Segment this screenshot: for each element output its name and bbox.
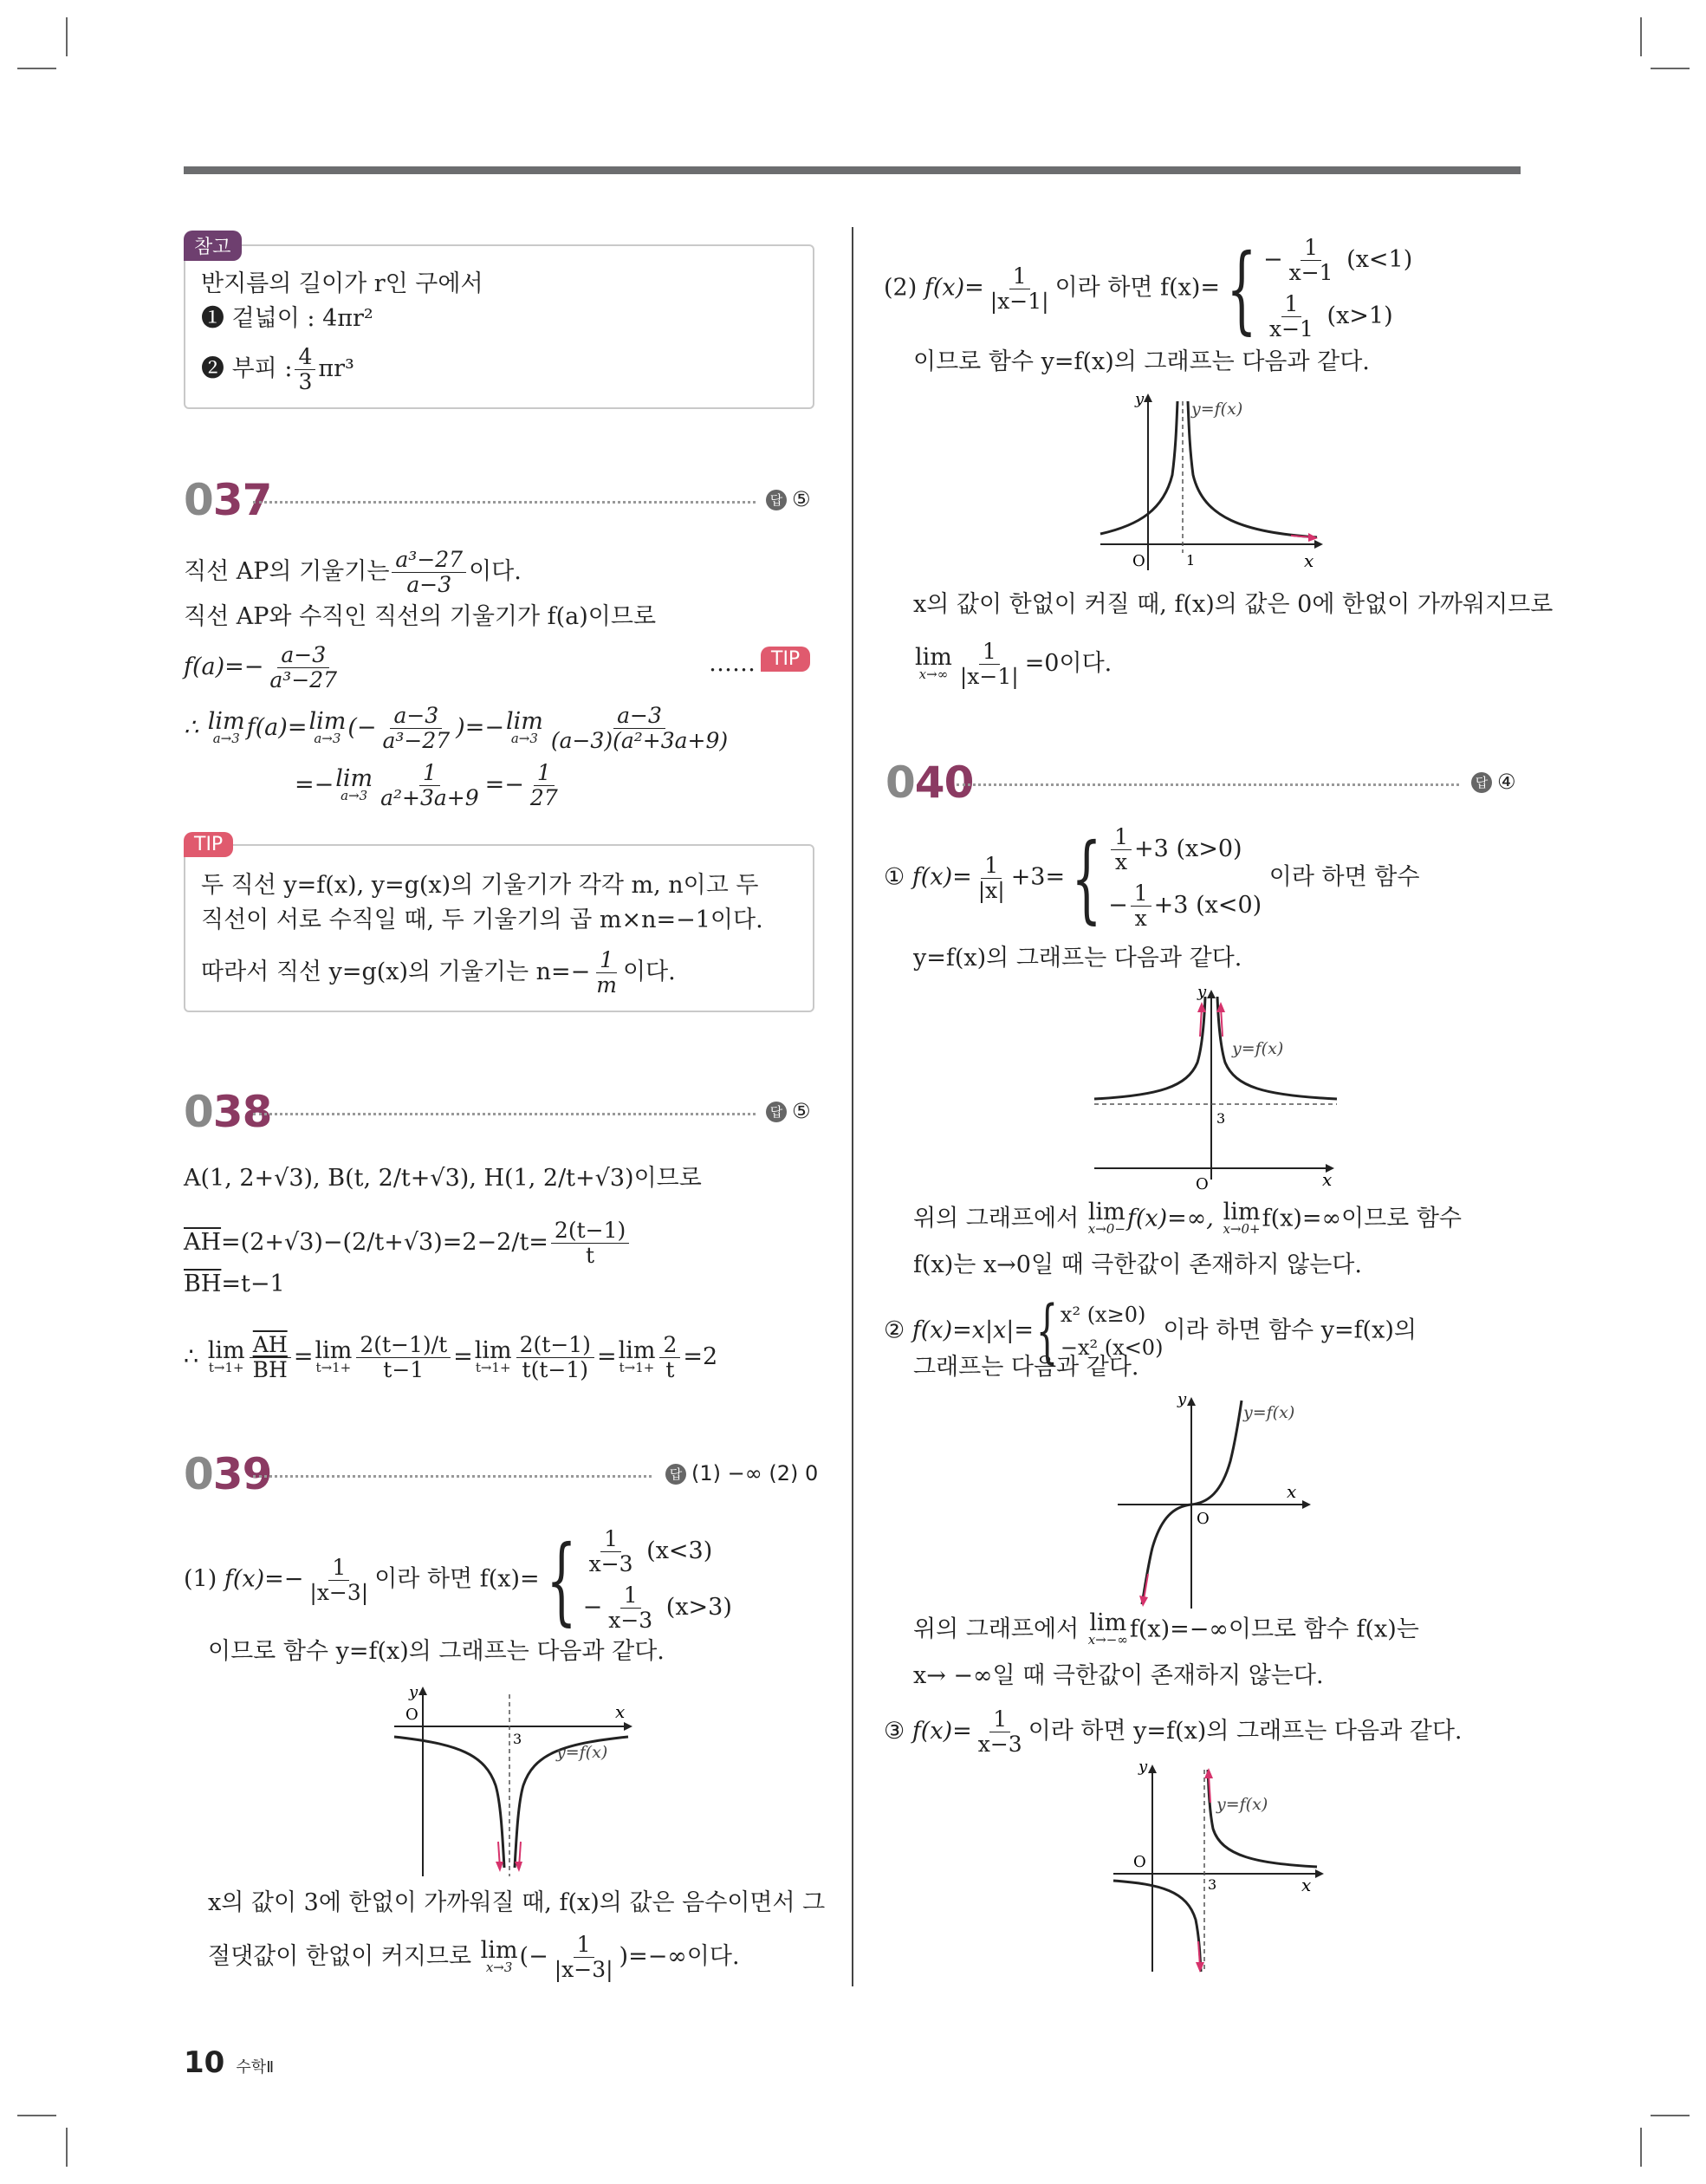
origin-label: O [405,1706,418,1724]
answer-badge: 답 ⑤ [766,1099,811,1123]
x-label: x [1322,1169,1333,1190]
equation-line: ∴ lim a→3 f(a)= lim a→3 (− $\frac{a-3}{\text{a³−27}}$ )=− lim a→3 $\frac{a-3}{\text{(a−3)(a²+3a+9)}}$ [184,703,729,753]
graph-1-over-abs-x-plus-3 [1090,985,1350,1193]
y-axis-arrow [1207,990,1216,998]
crop-mark [17,68,56,69]
crop-mark [66,2128,68,2167]
arrow-down-head [1196,1962,1204,1973]
equation-line: (2) f(x)= $\frac{1}{|x-1|}$ 이라 하면 f(x)={ − $\frac{1}{x-1}$ (x<1) $\frac{1}{x-1}$ (x>1) [884,233,1413,344]
answer-badge: 답 ④ [1471,770,1516,794]
text-line: …… [709,650,756,677]
y-label: y [409,1683,418,1701]
problem-number: 037 [184,475,272,525]
text-line: x→ −∞일 때 극한값이 존재하지 않는다. [913,1662,1324,1689]
origin-label: O [1133,1853,1146,1871]
y-label: y [1135,390,1145,408]
x-axis-arrow [1315,1869,1324,1878]
equation-line: (1) f(x)=− $\frac{1}{|x-3|}$ 이라 하면 f(x)={ $\frac{1}{x-3}$ (x<3) − $\frac{1}{x-3}$ (x>3) [184,1524,732,1635]
equation-line: 위의 그래프에서 lim x→0− f(x)=∞, lim x→0+ f(x)=∞이므로 함수 [913,1199,1463,1237]
x-axis-arrow [1302,1500,1311,1509]
equation-line: $\overline{BH}=t-1$ [184,1271,285,1297]
curve-label: y=f(x) [1216,1795,1268,1814]
leader-dots [957,783,1459,786]
graph-1-over-abs-x-minus-3 [390,1681,650,1881]
column-divider [852,227,853,1986]
curve-right [1208,1770,1317,1867]
tip-line: 따라서 직선 y=g(x)의 기울기는 n=− $\frac{1}{m}$ 이다. [201,947,676,998]
page-footer [184,2045,274,2080]
note-tag: 참고 [184,231,242,261]
equation-line: A(1, 2+√3), B(t, 2/t+√3), H(1, 2/t+√3)이므로 [184,1165,702,1192]
page-number: 10 [184,2045,225,2080]
x-label: x [1304,550,1314,571]
y-label: y [1197,985,1207,1001]
problem-number: 040 [885,757,974,808]
crop-mark [1651,68,1690,69]
text-line: f(x)는 x→0일 때 극한값이 존재하지 않는다. [913,1251,1362,1278]
crop-mark [1640,2128,1642,2167]
graph-1-over-abs-x-minus-1 [1096,388,1339,579]
crop-mark [66,17,68,56]
note-line: 반지름의 길이가 r인 구에서 [201,270,483,297]
x-label: x [1287,1481,1297,1502]
equation-line: lim x→∞ $\frac{1}{|x-1|}$ =0이다. [915,639,1112,689]
equation-line: ③ f(x)= $\frac{1}{x-3}$ 이라 하면 y=f(x)의 그래프는 다음과 같다. [884,1706,1463,1757]
arrow-left-head [496,1862,503,1872]
tick-label: 1 [1186,552,1196,569]
curve-label: y=f(x) [1232,1039,1284,1058]
curve-left [1113,1881,1201,1972]
leader-dots [253,1113,756,1115]
text-line: 직선 AP와 수직인 직선의 기울기가 f(a)이므로 [184,603,657,630]
origin-label: O [1132,552,1145,570]
equation-line: 절댓값이 한없이 커지므로 lim x→3 (− $\frac{1}{|x-3|}$ )=−∞이다. [208,1932,740,1982]
crop-mark [1651,2115,1690,2116]
y-label: y [1177,1392,1187,1408]
graph-x-abs-x [1113,1392,1321,1617]
text-line: 직선 AP의 기울기는 $\frac{\text{a³−27}}{a-3}$ 이다. [184,547,522,597]
answer-badge: 답 ⑤ [766,487,811,511]
equation-line: ① f(x)= $\frac{1}{|x|}$ +3={ $\frac{1}{x}$ +3 (x>0) − $\frac{1}{x}$ +3 (x<0) 이라 하면 함수 [884,822,1420,933]
curve-left [394,1737,504,1868]
header-bar [184,166,1521,174]
curve-right [1188,401,1317,537]
x-axis-arrow [1314,540,1323,549]
crop-mark [1640,17,1642,56]
y-axis-arrow [418,1687,427,1695]
problem-number: 038 [184,1087,272,1137]
x-axis-arrow [624,1722,632,1731]
graph-1-over-x-minus-3 [1109,1759,1334,1976]
y-axis-arrow [1144,393,1152,402]
tick-label: 3 [513,1731,522,1747]
arrow-up-head [1204,1768,1213,1778]
note-item: ❷ 부피 : $\frac{4}{3}$ πr³ [201,344,354,394]
text-line: 그래프는 다음과 같다. [913,1354,1139,1381]
y-label: y [1138,1759,1148,1776]
text-line: y=f(x)의 그래프는 다음과 같다. [913,945,1242,972]
origin-label: O [1196,1175,1209,1193]
crop-mark [17,2115,56,2116]
text-line: 이므로 함수 y=f(x)의 그래프는 다음과 같다. [913,348,1370,375]
tip-badge: TIP [761,647,810,672]
equation-line: 위의 그래프에서 lim x→−∞ f(x)=−∞이므로 함수 f(x)는 [913,1609,1419,1648]
answer-badge: 답 (1) −∞ (2) 0 [665,1461,818,1485]
tip-tag: TIP [184,832,233,857]
tick-label: 3 [1208,1876,1217,1893]
note-item: ❶ 겉넓이 : 4πr² [201,305,373,332]
text-line: x의 값이 3에 한없이 가까워질 때, f(x)의 값은 음수이면서 그 [208,1889,826,1916]
curve-left [1100,401,1177,534]
tip-line: 직선이 서로 수직일 때, 두 기울기의 곱 m×n=−1이다. [201,907,763,933]
x-label: x [615,1701,626,1722]
tick-label: 3 [1216,1110,1226,1127]
curve-label: y=f(x) [1191,400,1243,419]
subject-label: 수학Ⅱ [236,2058,275,2077]
equation-line: ∴ lim t→1+ $\frac{\overline{AH}}{BH}$ = lim t→1+ $\frac{2(t-1)/t}{t-1}$ = lim t→1+ $\frac{2(t-1)}{t(t-1)}$ = lim t→1+ $\frac{2}{t}$ =2 [184,1332,718,1382]
text-line: x의 값이 한없이 커질 때, f(x)의 값은 0에 한없이 가까워지므로 [913,591,1554,618]
leader-dots [253,1475,652,1478]
curve-left [1142,1505,1191,1604]
tip-line: 두 직선 y=f(x), y=g(x)의 기울기가 각각 m, n이고 두 [201,872,759,899]
leader-dots [253,501,756,504]
y-axis-arrow [1187,1397,1196,1406]
origin-label: O [1197,1510,1210,1528]
text-line: 이므로 함수 y=f(x)의 그래프는 다음과 같다. [208,1638,665,1665]
equation-line: ② f(x)=x|x|={ x² (x≥0) −x² (x<0) 이라 하면 함수 y=f(x)의 [884,1290,1417,1371]
problem-number: 039 [184,1449,272,1499]
curve-label: y=f(x) [1243,1403,1295,1422]
arrow-down-head [1139,1596,1148,1607]
curve-label: y=f(x) [556,1743,608,1762]
equation-line: =− lim a→3 $\frac{1}{\text{a²+3a+9}}$ =− $\frac{1}{27}$ [295,760,558,810]
x-label: x [1301,1875,1312,1895]
y-axis-arrow [1148,1765,1157,1773]
curve-left [1094,997,1205,1099]
equation-line: $\overline{AH}=(2+√3)-(2/t+√3)=2-2/t=$ $\frac{2(t-1)}{t}$ [184,1219,632,1268]
curve-right [1191,1401,1242,1505]
equation-line: f(a)=− $\frac{a-3}{\text{a³−27}}$ [184,642,338,692]
